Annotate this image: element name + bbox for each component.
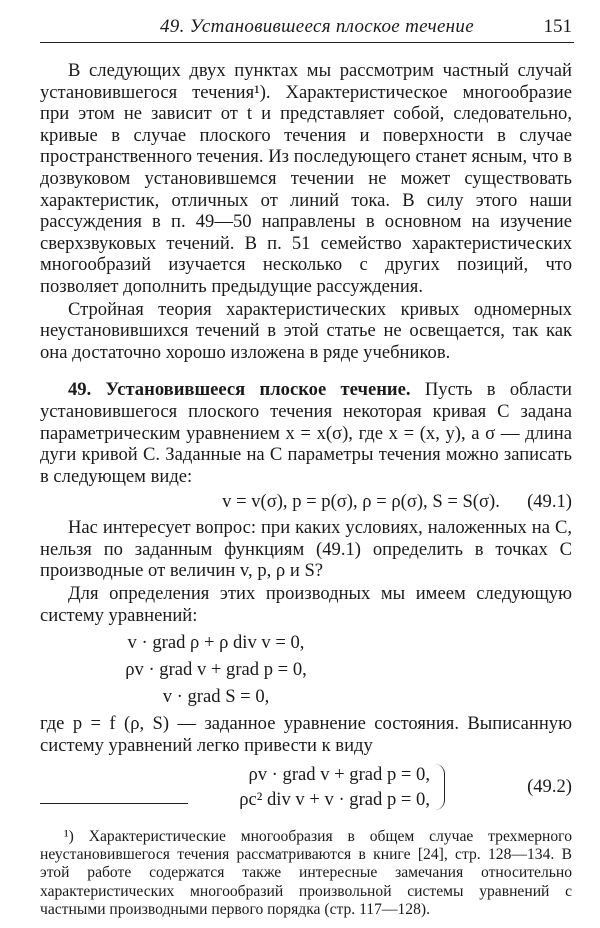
page-header [40,10,574,43]
equation-49-2-row: ρv · grad v + grad p = 0, [248,764,430,786]
system-row: v · grad S = 0, [162,686,270,708]
equation-49-2-row: ρc² div v + v · grad p = 0, [239,789,430,811]
paragraph-state-equation: где p = f (ρ, S) — заданное уравнение состояния. Выписанную систему уравнений легко привести к виду [40,713,572,756]
section-title: 49. Установившееся плоское течение. [68,379,411,401]
section-49-text: Пусть в области установившегося плоского течения некоторая кривая C задана параметрическим уравнением x = x(σ), где x = (x, y), а σ — длина дуги кривой C. Заданные на C параметры течения можно записать в следующем виде: [40,379,572,487]
equation-49-2 [40,762,572,812]
running-head: 49. Установившееся плоское течение [160,16,474,37]
right-brace [434,764,445,810]
paragraph-system-intro: Для определения этих производных мы имеем следующую систему уравнений: [40,583,572,626]
equation-number-49-1: (49.1) [527,491,572,513]
body-text [40,60,572,818]
section-49-paragraph [40,379,572,487]
footnote: ¹) Характеристические многообразия в общем случае трехмерного неустановившегося течения рассматриваются в книге [24], стр. 128—134. В этой работе содержатся также интересные замечания относительно характеристических многообразий произвольной системы уравнений с частными производными первого порядка (стр. 117—128). [40,827,572,919]
paragraph-question: Нас интересует вопрос: при каких условиях, наложенных на C, нельзя по заданным функциям (49.1) определить в точках C производные от величин v, p, ρ и S? [40,517,572,582]
equation-49-1 [40,491,572,513]
paragraph-theory-note: Стройная теория характеристических кривых одномерных неустановившихся течений в этой статье не освещается, так как она достаточно хорошо изложена в ряде учебников. [40,298,572,363]
equation-49-2-lines [230,762,430,812]
paragraph-intro: В следующих двух пунктах мы рассмотрим частный случай установившегося течения¹). Характеристическое многообразие при этом не зависит от t и представляет собой, следовательно, кривые в случае плоского течения и поверхности в случае пространственного течения. Из последующего станет ясным, что в дозвуковом установившемся течении не может существовать характеристик, отличных от линий тока. В силу этого наши рассуждения в п. 49—50 направлены в основном на изучение сверхзвуковых течений. В п. 51 семейство характеристических многообразий изучается несколько с других позиций, что позволяет дополнить предыдущие рассуждения. [40,60,572,297]
system-row: ρv · grad v + grad p = 0, [125,659,307,681]
equation-49-1-body: v = v(σ), p = p(σ), ρ = ρ(σ), S = S(σ). [222,491,500,513]
equation-system [40,629,572,710]
footnote-rule [40,803,188,804]
page-number: 151 [543,16,572,37]
system-row: v · grad ρ + ρ div v = 0, [127,632,305,654]
equation-number-49-2: (49.2) [527,776,572,798]
